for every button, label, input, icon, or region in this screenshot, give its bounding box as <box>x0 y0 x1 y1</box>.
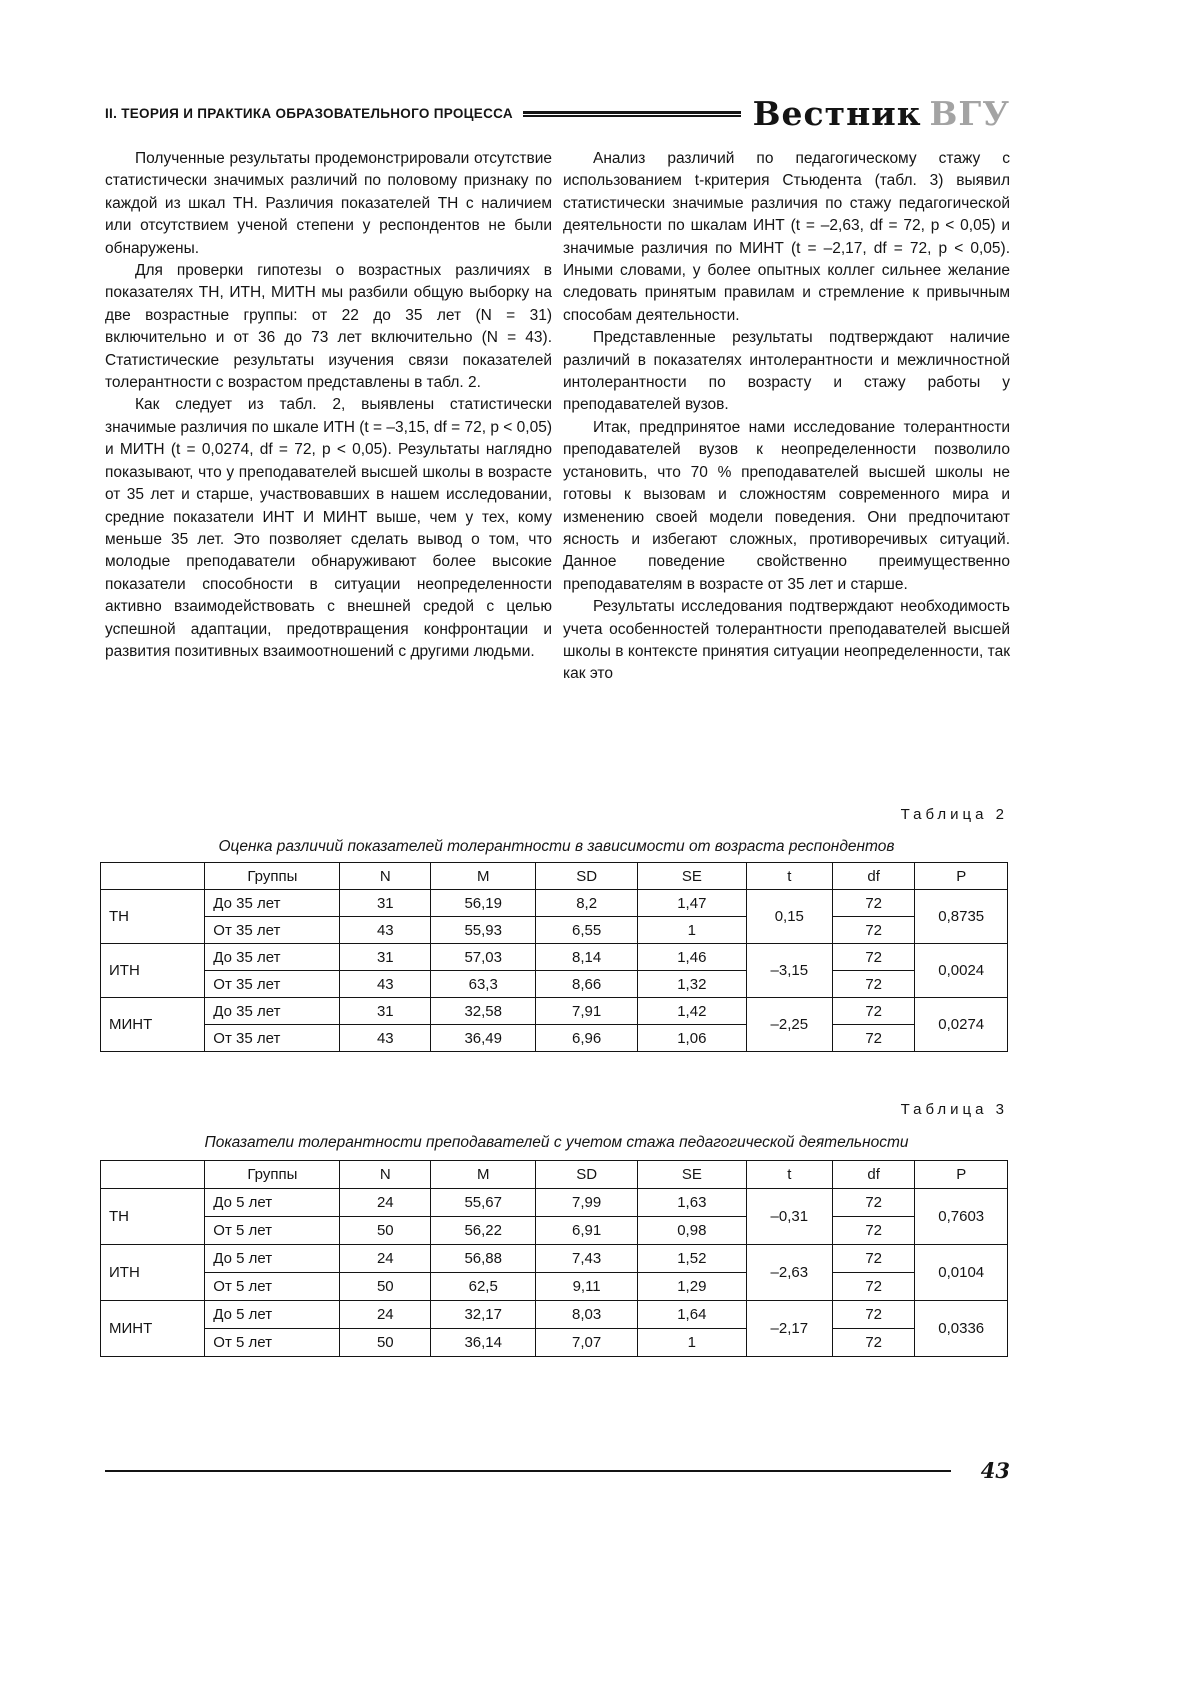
scale-cell: ИТН <box>101 944 205 998</box>
df-cell: 72 <box>832 917 915 944</box>
n-cell: 50 <box>340 1273 431 1301</box>
m-cell: 56,88 <box>431 1245 536 1273</box>
sd-cell: 8,2 <box>536 890 638 917</box>
df-cell: 72 <box>832 890 915 917</box>
sd-cell: 8,03 <box>536 1301 638 1329</box>
df-cell: 72 <box>832 944 915 971</box>
df-cell: 72 <box>832 971 915 998</box>
df-cell: 72 <box>832 1189 915 1217</box>
page-footer <box>105 1458 1010 1483</box>
paragraph: Результаты исследования подтверждают необходимость учета особенностей толерантности преподавателей высшей школы в контексте принятия ситуации неопределенности, так как это <box>563 598 1010 683</box>
t-cell: 0,15 <box>746 890 832 944</box>
n-cell: 31 <box>340 890 431 917</box>
p-cell: 0,0024 <box>915 944 1008 998</box>
journal-logo <box>752 94 1010 133</box>
header-cell-t: t <box>746 1161 832 1189</box>
table-row <box>101 998 1008 1025</box>
m-cell: 56,22 <box>431 1217 536 1245</box>
sd-cell: 7,43 <box>536 1245 638 1273</box>
group-cell: От 35 лет <box>205 1025 340 1052</box>
header-cell-n: N <box>340 863 431 890</box>
m-cell: 55,67 <box>431 1189 536 1217</box>
table-row <box>101 1189 1008 1217</box>
p-cell: 0,8735 <box>915 890 1008 944</box>
group-cell: До 35 лет <box>205 998 340 1025</box>
journal-logo-name: Вестник <box>752 94 922 133</box>
se-cell: 1,64 <box>637 1301 746 1329</box>
table-2-caption: Таблица 2 <box>900 806 1008 823</box>
sd-cell: 9,11 <box>536 1273 638 1301</box>
n-cell: 24 <box>340 1301 431 1329</box>
header-cell-sd: SD <box>536 863 638 890</box>
t-cell: –2,17 <box>746 1301 832 1357</box>
header-divider <box>523 111 741 117</box>
table-row <box>101 1273 1008 1301</box>
sd-cell: 7,07 <box>536 1329 638 1357</box>
m-cell: 62,5 <box>431 1273 536 1301</box>
header-cell-m: M <box>431 863 536 890</box>
group-cell: От 5 лет <box>205 1273 340 1301</box>
m-cell: 36,49 <box>431 1025 536 1052</box>
m-cell: 57,03 <box>431 944 536 971</box>
table-2 <box>100 862 1008 1052</box>
header-cell-n: N <box>340 1161 431 1189</box>
table-3 <box>100 1160 1008 1357</box>
t-cell: –0,31 <box>746 1189 832 1245</box>
se-cell: 1,29 <box>637 1273 746 1301</box>
sd-cell: 8,66 <box>536 971 638 998</box>
n-cell: 43 <box>340 1025 431 1052</box>
table-3-caption: Таблица 3 <box>900 1101 1008 1118</box>
t-cell: –3,15 <box>746 944 832 998</box>
sd-cell: 7,91 <box>536 998 638 1025</box>
journal-logo-abbr: ВГУ <box>929 94 1010 133</box>
table-3-title: Показатели толерантности преподавателей с учетом стажа педагогической деятельности <box>204 1134 909 1151</box>
table-row <box>101 890 1008 917</box>
df-cell: 72 <box>832 1301 915 1329</box>
se-cell: 1,42 <box>637 998 746 1025</box>
scale-cell: МИНТ <box>101 1301 205 1357</box>
df-cell: 72 <box>832 998 915 1025</box>
n-cell: 24 <box>340 1245 431 1273</box>
se-cell: 0,98 <box>637 1217 746 1245</box>
header-cell-group: Группы <box>205 1161 340 1189</box>
group-cell: До 35 лет <box>205 944 340 971</box>
header-cell-df: df <box>832 1161 915 1189</box>
page-number: 43 <box>980 1458 1010 1483</box>
n-cell: 50 <box>340 1329 431 1357</box>
header-cell-se: SE <box>637 863 746 890</box>
m-cell: 32,58 <box>431 998 536 1025</box>
m-cell: 32,17 <box>431 1301 536 1329</box>
table-row <box>101 1329 1008 1357</box>
table-row <box>101 1301 1008 1329</box>
m-cell: 56,19 <box>431 890 536 917</box>
paragraph: Для проверки гипотезы о возрастных различиях в показателях ТН, ИТН, МИТН мы разбили общую выборку на две возрастные группы: от 22 до 35 лет (N = 31) включительно и от 36 до 73 лет включительно (N = 43). Статистические результаты изучения связи показателей толерантности с возрастом представлены в табл. 2. <box>105 262 552 392</box>
group-cell: От 5 лет <box>205 1329 340 1357</box>
paragraph: Анализ различий по педагогическому стажу с использованием t-критерия Стьюдента (табл. 3) выявил статистически значимые различия по стажу педагогической деятельности по шкалам ИНТ (t = –2,63, df = 72, p < 0,05) и значимые различия по МИНТ (t = –2,17, df = 72, p < 0,05). Иными словами, у более опытных коллег сильнее желание следовать принятым правилам и стремление к привычным способам деятельности. <box>563 150 1010 324</box>
header-cell-p: P <box>915 1161 1008 1189</box>
group-cell: До 35 лет <box>205 890 340 917</box>
table-row <box>101 944 1008 971</box>
text-column-left <box>105 148 552 663</box>
p-cell: 0,0104 <box>915 1245 1008 1301</box>
t-cell: –2,63 <box>746 1245 832 1301</box>
n-cell: 31 <box>340 998 431 1025</box>
table-row <box>101 1025 1008 1052</box>
m-cell: 63,3 <box>431 971 536 998</box>
scale-cell: ТН <box>101 890 205 944</box>
sd-cell: 8,14 <box>536 944 638 971</box>
n-cell: 43 <box>340 971 431 998</box>
group-cell: До 5 лет <box>205 1245 340 1273</box>
table-row <box>101 971 1008 998</box>
sd-cell: 6,96 <box>536 1025 638 1052</box>
header-cell-sd: SD <box>536 1161 638 1189</box>
header-cell-scale <box>101 1161 205 1189</box>
header-cell-p: P <box>915 863 1008 890</box>
paragraph: Представленные результаты подтверждают наличие различий в показателях интолерантности и межличностной интолерантности по возрасту и стажу работы у преподавателей вузов. <box>563 329 1010 414</box>
paragraph: Итак, предпринятое нами исследование толерантности преподавателей вузов к неопределенности позволило установить, что 70 % преподавателей высшей школы не готовы к вызовам и сложностям современного мира и изменению своей модели поведения. Они предпочитают ясность и избегают сложных, противоречивых ситуаций. Данное поведение свойственно преимущественно преподавателям в возрасте от 35 лет и старше. <box>563 418 1010 593</box>
df-cell: 72 <box>832 1025 915 1052</box>
sd-cell: 6,55 <box>536 917 638 944</box>
se-cell: 1 <box>637 917 746 944</box>
table-row <box>101 1245 1008 1273</box>
paragraph: Как следует из табл. 2, выявлены статистически значимые различия по шкале ИТН (t = –3,15, df = 72, p < 0,05) и МИТН (t = 0,0274, df = 72, p < 0,05). Результаты наглядно показывают, что у преподавателей высшей школы в возрасте от 35 лет и старше, участвовавших в нашем исследовании, средние показатели ИНТ И МИНТ выше, чем у тех, кому меньше 35 лет. Это позволяет сделать вывод о том, что молодые преподаватели обнаруживают более высокие показатели способности в ситуации неопределенности активно взаимодействовать с внешней средой с целью успешной адаптации, предотвращения конфронтации и развития позитивных взаимоотношений с другими людьми. <box>105 396 552 660</box>
group-cell: От 5 лет <box>205 1217 340 1245</box>
m-cell: 36,14 <box>431 1329 536 1357</box>
se-cell: 1,32 <box>637 971 746 998</box>
group-cell: До 5 лет <box>205 1301 340 1329</box>
p-cell: 0,0336 <box>915 1301 1008 1357</box>
scale-cell: ИТН <box>101 1245 205 1301</box>
scale-cell: ТН <box>101 1189 205 1245</box>
header-cell-m: M <box>431 1161 536 1189</box>
se-cell: 1,63 <box>637 1189 746 1217</box>
se-cell: 1,06 <box>637 1025 746 1052</box>
p-cell: 0,7603 <box>915 1189 1008 1245</box>
p-cell: 0,0274 <box>915 998 1008 1052</box>
df-cell: 72 <box>832 1273 915 1301</box>
n-cell: 24 <box>340 1189 431 1217</box>
sd-cell: 7,99 <box>536 1189 638 1217</box>
table-header-row <box>101 1161 1008 1189</box>
section-title: II. ТЕОРИЯ И ПРАКТИКА ОБРАЗОВАТЕЛЬНОГО ПРОЦЕССА <box>105 106 513 121</box>
t-cell: –2,25 <box>746 998 832 1052</box>
n-cell: 43 <box>340 917 431 944</box>
n-cell: 31 <box>340 944 431 971</box>
se-cell: 1,47 <box>637 890 746 917</box>
sd-cell: 6,91 <box>536 1217 638 1245</box>
m-cell: 55,93 <box>431 917 536 944</box>
paragraph: Полученные результаты продемонстрировали отсутствие статистически значимых различий по половому признаку по каждой из шкал ТН. Различия показателей ТН с наличием или отсутствием ученой степени у респондентов не были обнаружены. <box>105 150 552 257</box>
table-row <box>101 1217 1008 1245</box>
footer-divider <box>105 1470 951 1472</box>
header-cell-t: t <box>746 863 832 890</box>
se-cell: 1 <box>637 1329 746 1357</box>
page-header <box>105 94 1010 133</box>
header-cell-group: Группы <box>205 863 340 890</box>
table-2-title: Оценка различий показателей толерантности в зависимости от возраста респондентов <box>218 838 895 855</box>
df-cell: 72 <box>832 1329 915 1357</box>
group-cell: До 5 лет <box>205 1189 340 1217</box>
text-column-right <box>563 148 1010 686</box>
table-header-row <box>101 863 1008 890</box>
se-cell: 1,46 <box>637 944 746 971</box>
df-cell: 72 <box>832 1245 915 1273</box>
table-row <box>101 917 1008 944</box>
group-cell: От 35 лет <box>205 917 340 944</box>
header-cell-scale <box>101 863 205 890</box>
header-cell-se: SE <box>637 1161 746 1189</box>
header-cell-df: df <box>832 863 915 890</box>
df-cell: 72 <box>832 1217 915 1245</box>
group-cell: От 35 лет <box>205 971 340 998</box>
n-cell: 50 <box>340 1217 431 1245</box>
scale-cell: МИНТ <box>101 998 205 1052</box>
se-cell: 1,52 <box>637 1245 746 1273</box>
